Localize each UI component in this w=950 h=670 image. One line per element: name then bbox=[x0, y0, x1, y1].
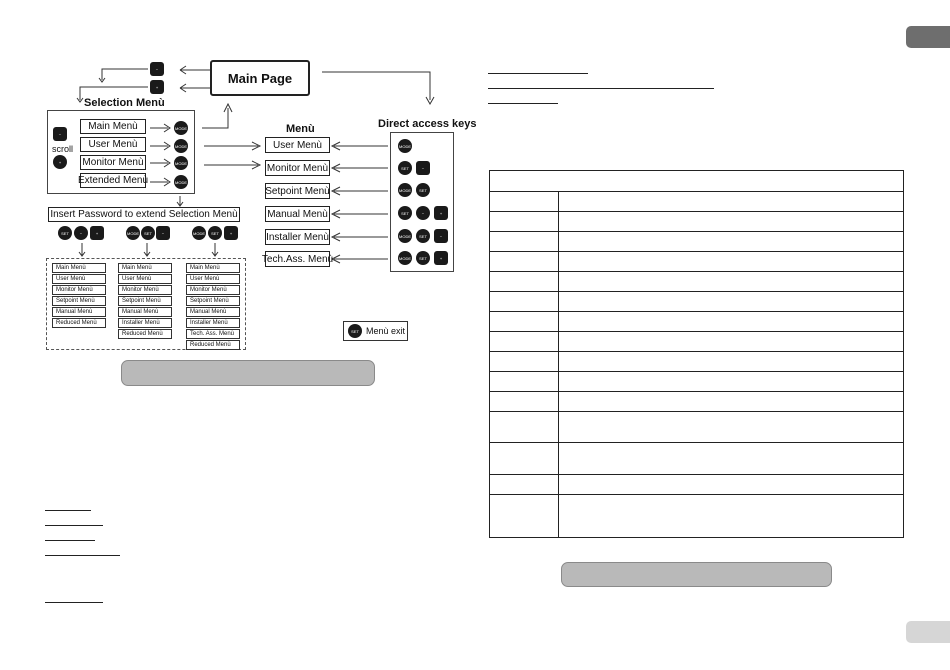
col3-item: Main Menù bbox=[186, 263, 240, 273]
col1-item: User Menù bbox=[52, 274, 106, 284]
col2-item: Main Menù bbox=[118, 263, 172, 273]
col2-item: Monitor Menù bbox=[118, 285, 172, 295]
set-key-icon: SET bbox=[348, 324, 362, 338]
plus-key-icon: + bbox=[224, 226, 238, 240]
selection-item: User Menù bbox=[80, 137, 146, 152]
plus-key-icon: + bbox=[434, 251, 448, 265]
menu-exit-label: Menù exit bbox=[366, 326, 406, 336]
set-key-icon: SET bbox=[208, 226, 222, 240]
table-row bbox=[490, 352, 904, 372]
main-page-box: Main Page bbox=[210, 60, 310, 96]
set-key-icon: SET bbox=[416, 183, 430, 197]
col2-item: User Menù bbox=[118, 274, 172, 284]
table-row bbox=[490, 252, 904, 272]
text-underline bbox=[45, 510, 91, 511]
set-key-icon: SET bbox=[141, 226, 155, 240]
menu-item: Monitor Menù bbox=[265, 160, 330, 176]
mode-key-icon: MODE bbox=[174, 175, 188, 189]
scroll-label: scroll bbox=[52, 144, 74, 154]
table-row bbox=[490, 372, 904, 392]
mode-key-icon: MODE bbox=[174, 156, 188, 170]
text-underline bbox=[488, 73, 588, 74]
table-row bbox=[490, 392, 904, 412]
set-key-icon: SET bbox=[416, 229, 430, 243]
table-row bbox=[490, 443, 904, 475]
col3-item: Tech. Ass. Menù bbox=[186, 329, 240, 339]
table-row bbox=[490, 292, 904, 312]
set-key-icon: SET bbox=[416, 251, 430, 265]
col1-item: Reduced Menù bbox=[52, 318, 106, 328]
mode-key-icon: MODE bbox=[398, 183, 412, 197]
col3-item: User Menù bbox=[186, 274, 240, 284]
text-underline bbox=[45, 555, 120, 556]
mode-key-icon: MODE bbox=[398, 251, 412, 265]
mode-key-icon: MODE bbox=[192, 226, 206, 240]
col3-item: Installer Menù bbox=[186, 318, 240, 328]
minus-key-icon: − bbox=[53, 127, 67, 141]
mode-key-icon: MODE bbox=[126, 226, 140, 240]
set-key-icon: SET bbox=[58, 226, 72, 240]
table-row bbox=[490, 171, 904, 192]
set-key-icon: SET bbox=[398, 206, 412, 220]
minus-key-icon: − bbox=[156, 226, 170, 240]
menu-item: User Menù bbox=[265, 137, 330, 153]
password-box: Insert Password to extend Selection Menù bbox=[48, 207, 240, 222]
menu-table bbox=[489, 170, 904, 538]
text-underline bbox=[45, 525, 103, 526]
plus-key-icon: + bbox=[90, 226, 104, 240]
text-underline bbox=[488, 103, 558, 104]
table-row bbox=[490, 312, 904, 332]
mode-key-icon: MODE bbox=[174, 121, 188, 135]
table-row bbox=[490, 475, 904, 495]
minus-key-icon: − bbox=[74, 226, 88, 240]
text-underline bbox=[488, 88, 714, 89]
col1-item: Setpoint Menù bbox=[52, 296, 106, 306]
table-caption-bar bbox=[561, 562, 832, 587]
col1-item: Monitor Menù bbox=[52, 285, 106, 295]
col2-item: Reduced Menù bbox=[118, 329, 172, 339]
minus-key-icon: − bbox=[434, 229, 448, 243]
col3-item: Reduced Menù bbox=[186, 340, 240, 350]
table-row bbox=[490, 232, 904, 252]
menu-title: Menù bbox=[286, 123, 315, 135]
plus-key-icon: + bbox=[53, 155, 67, 169]
selection-menu-title: Selection Menù bbox=[84, 97, 165, 109]
selection-item: Monitor Menù bbox=[80, 155, 146, 170]
col2-item: Installer Menù bbox=[118, 318, 172, 328]
direct-access-title: Direct access keys bbox=[378, 118, 477, 130]
menu-item: Tech.Ass. Menù bbox=[265, 251, 330, 267]
col1-item: Manual Menù bbox=[52, 307, 106, 317]
selection-item: Extended Menù bbox=[77, 175, 149, 186]
minus-key-icon: − bbox=[416, 161, 430, 175]
text-underline bbox=[45, 602, 103, 603]
col3-item: Monitor Menù bbox=[186, 285, 240, 295]
col2-item: Manual Menù bbox=[118, 307, 172, 317]
mode-key-icon: MODE bbox=[174, 139, 188, 153]
minus-key-icon: − bbox=[416, 206, 430, 220]
col2-item: Setpoint Menù bbox=[118, 296, 172, 306]
table-row bbox=[490, 272, 904, 292]
table-row bbox=[490, 212, 904, 232]
col3-item: Manual Menù bbox=[186, 307, 240, 317]
table-row bbox=[490, 495, 904, 538]
menu-item: Manual Menù bbox=[265, 206, 330, 222]
table-row bbox=[490, 412, 904, 443]
set-key-icon: SET bbox=[398, 161, 412, 175]
figure-caption-bar bbox=[121, 360, 375, 386]
table-row bbox=[490, 332, 904, 352]
text-underline bbox=[45, 540, 95, 541]
col1-item: Main Menù bbox=[52, 263, 106, 273]
minus-key-icon: − bbox=[150, 62, 164, 76]
plus-key-icon: + bbox=[150, 80, 164, 94]
mode-key-icon: MODE bbox=[398, 229, 412, 243]
menu-item: Installer Menù bbox=[265, 229, 330, 245]
col3-item: Setpoint Menù bbox=[186, 296, 240, 306]
menu-item: Setpoint Menù bbox=[265, 183, 330, 199]
selection-item: Main Menù bbox=[80, 119, 146, 134]
table-row bbox=[490, 192, 904, 212]
plus-key-icon: + bbox=[434, 206, 448, 220]
mode-key-icon: MODE bbox=[398, 139, 412, 153]
